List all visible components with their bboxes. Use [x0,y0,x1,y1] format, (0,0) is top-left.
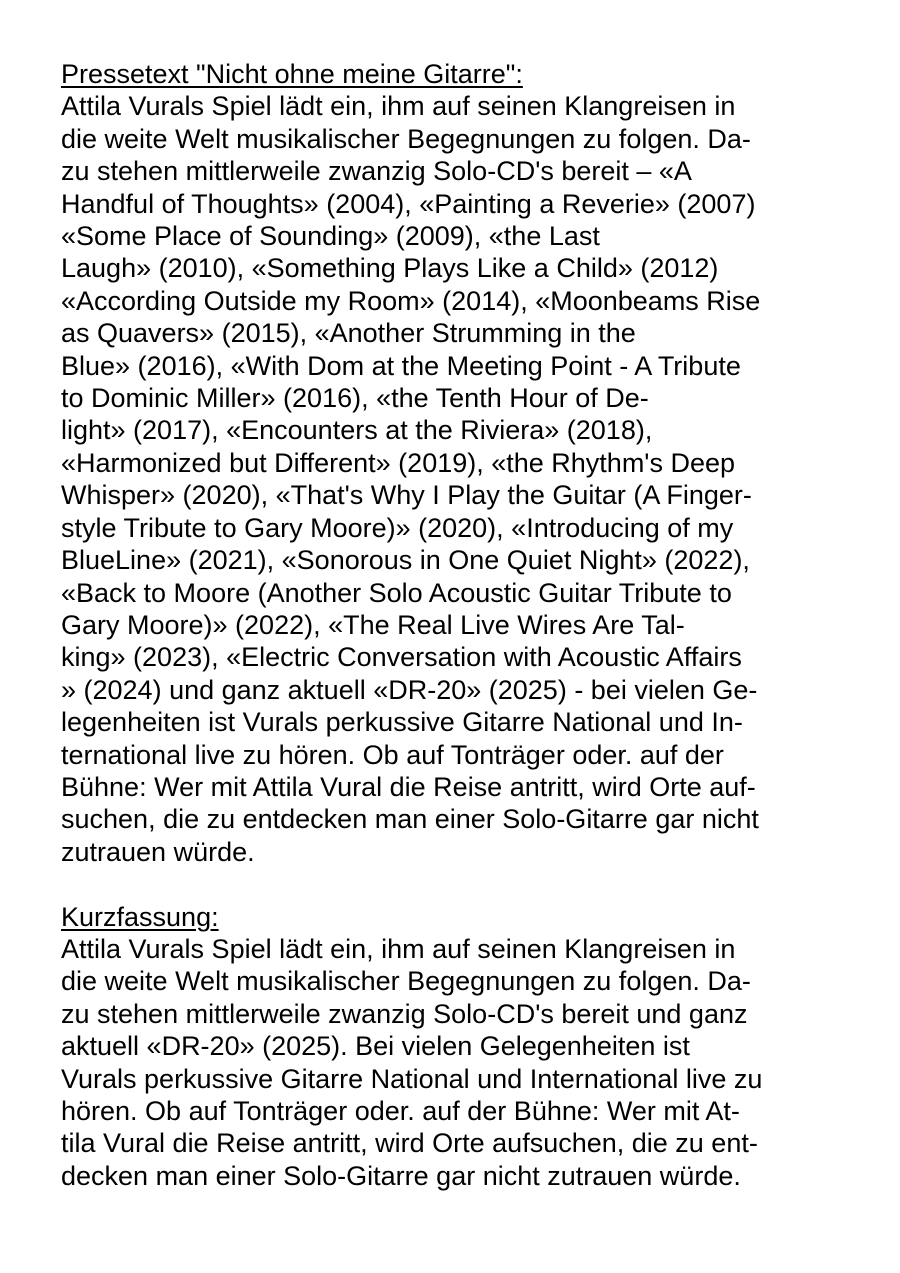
press-text-line: Gary Moore)» (2022), «The Real Live Wires Are Tal- [61,609,685,640]
press-text-line: ternational live zu hören. Ob auf Tonträger oder. auf der [61,739,724,770]
press-text-line: legenheiten ist Vurals perkussive Gitarre National und In- [61,707,743,738]
press-text-line: Bühne: Wer mit Attila Vural die Reise antritt, wird Orte auf- [61,771,756,802]
short-version-line: tila Vural die Reise antritt, wird Orte aufsuchen, die zu ent- [61,1128,758,1159]
short-version-line: die weite Welt musikalischer Begegnungen zu folgen. Da- [61,966,751,997]
short-version-line: decken man einer Solo-Gitarre gar nicht zutrauen würde. [61,1160,741,1191]
press-text-line: die weite Welt musikalischer Begegnungen zu folgen. Da- [61,123,751,154]
press-text-line: BlueLine» (2021), «Sonorous in One Quiet Night» (2022), [61,545,750,576]
short-version-line: zu stehen mittlerweile zwanzig Solo-CD's bereit und ganz [61,998,748,1029]
short-version-line: Vurals perkussive Gitarre National und International live zu [61,1063,763,1094]
short-version-body [61,933,861,1192]
section-spacer [61,868,861,900]
document-page [61,58,861,1192]
press-text-line: suchen, die zu entdecken man einer Solo-Gitarre gar nicht [61,804,759,835]
press-text-line: king» (2023), «Electric Conversation with Acoustic Affairs [61,642,742,673]
press-text-line: Laugh» (2010), «Something Plays Like a Child» (2012) [61,253,719,284]
press-text-line: light» (2017), «Encounters at the Riviera» (2018), [61,415,653,446]
short-version-section [61,901,861,1193]
press-text-line: » (2024) und ganz aktuell «DR-20» (2025) - bei vielen Ge- [61,674,758,705]
press-text-line: as Quavers» (2015), «Another Strumming in the [61,318,636,349]
press-text-line: Whisper» (2020), «That's Why I Play the Guitar (A Finger- [61,480,752,511]
press-text-line: zutrauen würde. [61,836,255,867]
press-text-line: «Harmonized but Different» (2019), «the Rhythm's Deep [61,447,736,478]
press-text-heading: Pressetext "Nicht ohne meine Gitarre": [61,59,523,89]
short-version-line: aktuell «DR-20» (2025). Bei vielen Gelegenheiten ist [61,1031,690,1062]
press-text-line: «According Outside my Room» (2014), «Moonbeams Rise [61,285,761,316]
short-version-line: hören. Ob auf Tonträger oder. auf der Bühne: Wer mit At- [61,1095,740,1126]
press-text-line: «Back to Moore (Another Solo Acoustic Guitar Tribute to [61,577,732,608]
short-version-line: Attila Vurals Spiel lädt ein, ihm auf seinen Klangreisen in [61,933,736,964]
short-version-heading: Kurzfassung: [61,901,219,932]
press-text-line: to Dominic Miller» (2016), «the Tenth Hour of De- [61,383,649,414]
press-text-body [61,90,861,868]
press-text-line: «Some Place of Sounding» (2009), «the Last [61,221,600,252]
press-text-line: Handful of Thoughts» (2004), «Painting a Reverie» (2007) [61,188,756,219]
press-text-section [61,58,861,868]
press-text-line: style Tribute to Gary Moore)» (2020), «Introducing of my [61,512,734,543]
press-text-line: Attila Vurals Spiel lädt ein, ihm auf seinen Klangreisen in [61,91,736,122]
press-text-line: zu stehen mittlerweile zwanzig Solo-CD's bereit – «A [61,156,692,187]
press-text-line: Blue» (2016), «With Dom at the Meeting Point - A Tribute [61,350,741,381]
